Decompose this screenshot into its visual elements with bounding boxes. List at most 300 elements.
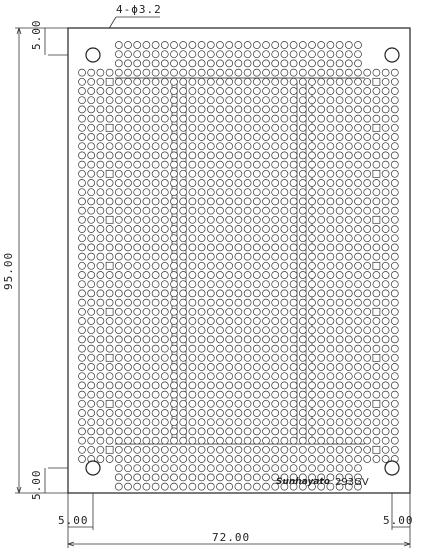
pad	[290, 299, 297, 306]
pad	[226, 244, 233, 251]
pad	[143, 446, 150, 453]
pad	[88, 327, 95, 334]
pad	[152, 308, 159, 315]
pad	[115, 226, 122, 233]
pad	[207, 290, 214, 297]
pad	[309, 170, 316, 177]
pad	[134, 97, 141, 104]
pad	[281, 318, 288, 325]
pad	[253, 437, 260, 444]
pad	[189, 235, 196, 242]
pad	[391, 207, 398, 214]
pad	[217, 97, 224, 104]
pad	[88, 290, 95, 297]
pad	[309, 400, 316, 407]
pad	[355, 106, 362, 113]
pad	[318, 262, 325, 269]
pad	[309, 382, 316, 389]
pad	[189, 189, 196, 196]
pad	[299, 364, 306, 371]
pad	[125, 124, 132, 131]
pad	[217, 170, 224, 177]
pad	[345, 272, 352, 279]
pad	[290, 336, 297, 343]
pad	[180, 308, 187, 315]
pad	[244, 428, 251, 435]
pad	[143, 474, 150, 481]
pad	[235, 299, 242, 306]
pad	[309, 336, 316, 343]
pad	[152, 69, 159, 76]
pad	[253, 198, 260, 205]
pad	[134, 152, 141, 159]
pad	[345, 152, 352, 159]
pad	[171, 42, 178, 49]
pad	[382, 253, 389, 260]
pad	[79, 170, 86, 177]
pad	[244, 262, 251, 269]
pad	[244, 410, 251, 417]
pad	[345, 161, 352, 168]
pad	[299, 42, 306, 49]
pad	[106, 290, 113, 297]
pad	[391, 216, 398, 223]
pad	[226, 391, 233, 398]
pad	[382, 382, 389, 389]
pad	[272, 253, 279, 260]
pad	[318, 42, 325, 49]
pad	[217, 308, 224, 315]
pad	[171, 262, 178, 269]
pad	[355, 308, 362, 315]
pad	[309, 345, 316, 352]
pad	[309, 299, 316, 306]
pad	[281, 115, 288, 122]
pad	[327, 106, 334, 113]
pad	[88, 253, 95, 260]
pad	[134, 244, 141, 251]
pad	[244, 170, 251, 177]
pad	[299, 446, 306, 453]
pad	[327, 216, 334, 223]
pad	[318, 419, 325, 426]
pad	[244, 474, 251, 481]
pad	[355, 299, 362, 306]
pad	[336, 400, 343, 407]
pad	[364, 364, 371, 371]
pad	[207, 299, 214, 306]
pad	[79, 152, 86, 159]
pad	[207, 106, 214, 113]
pad	[382, 354, 389, 361]
pad	[180, 60, 187, 67]
pad	[263, 161, 270, 168]
pad	[88, 364, 95, 371]
pad	[355, 428, 362, 435]
pad	[253, 189, 260, 196]
pad	[189, 152, 196, 159]
pad	[235, 465, 242, 472]
pad	[180, 78, 187, 85]
pad	[217, 152, 224, 159]
pad	[391, 400, 398, 407]
pad	[125, 437, 132, 444]
pad	[226, 134, 233, 141]
pad	[373, 373, 380, 380]
pad	[171, 364, 178, 371]
pad	[143, 345, 150, 352]
pad	[226, 124, 233, 131]
pad	[79, 253, 86, 260]
pad	[345, 60, 352, 67]
pad	[244, 226, 251, 233]
pad	[327, 382, 334, 389]
pad	[345, 437, 352, 444]
pad	[97, 446, 104, 453]
pad	[161, 198, 168, 205]
pad	[309, 456, 316, 463]
pad	[115, 474, 122, 481]
pad	[299, 78, 306, 85]
pad	[355, 143, 362, 150]
pad	[355, 88, 362, 95]
pad	[171, 244, 178, 251]
pad	[272, 428, 279, 435]
pad	[125, 51, 132, 58]
pad	[106, 456, 113, 463]
pad	[207, 60, 214, 67]
pad	[79, 115, 86, 122]
pad	[327, 207, 334, 214]
pad	[115, 189, 122, 196]
pad	[336, 336, 343, 343]
pad	[272, 244, 279, 251]
pad	[253, 382, 260, 389]
pad	[226, 88, 233, 95]
pad	[318, 465, 325, 472]
pad	[391, 318, 398, 325]
pad	[189, 60, 196, 67]
pad	[272, 272, 279, 279]
pad	[272, 88, 279, 95]
pad	[79, 400, 86, 407]
pad	[355, 318, 362, 325]
pad	[253, 281, 260, 288]
pad	[97, 373, 104, 380]
pad	[217, 373, 224, 380]
pad	[318, 281, 325, 288]
pad	[79, 345, 86, 352]
pad	[281, 382, 288, 389]
pad	[171, 60, 178, 67]
pad	[281, 419, 288, 426]
pad	[161, 327, 168, 334]
pad	[263, 97, 270, 104]
pad	[115, 483, 122, 490]
pad	[207, 143, 214, 150]
pad	[115, 345, 122, 352]
pad	[207, 97, 214, 104]
pad	[244, 180, 251, 187]
pad	[171, 345, 178, 352]
pad	[217, 244, 224, 251]
pad	[189, 106, 196, 113]
pad	[299, 124, 306, 131]
pad	[355, 161, 362, 168]
square-pad	[106, 170, 113, 177]
pad	[299, 143, 306, 150]
pad	[143, 428, 150, 435]
pad	[309, 78, 316, 85]
pad	[115, 364, 122, 371]
pad	[253, 262, 260, 269]
pad	[309, 281, 316, 288]
pad	[253, 446, 260, 453]
pad	[88, 318, 95, 325]
pad	[189, 170, 196, 177]
pad	[336, 161, 343, 168]
pad	[152, 382, 159, 389]
pad	[152, 235, 159, 242]
pad	[263, 373, 270, 380]
pad	[189, 281, 196, 288]
pad	[143, 51, 150, 58]
pad	[263, 78, 270, 85]
pad	[198, 78, 205, 85]
pad	[207, 161, 214, 168]
pad	[336, 446, 343, 453]
pad	[115, 410, 122, 417]
pad	[299, 400, 306, 407]
pad	[373, 456, 380, 463]
pad	[345, 115, 352, 122]
pad	[198, 161, 205, 168]
pad	[152, 78, 159, 85]
pad	[152, 124, 159, 131]
pad	[171, 299, 178, 306]
pad	[180, 281, 187, 288]
pad	[125, 60, 132, 67]
pad	[97, 69, 104, 76]
pad	[318, 391, 325, 398]
pad	[125, 235, 132, 242]
pad	[391, 235, 398, 242]
brand-label: Sunhayato	[276, 477, 330, 487]
pad	[290, 235, 297, 242]
pad	[355, 207, 362, 214]
pad	[106, 180, 113, 187]
pad	[180, 336, 187, 343]
pad	[125, 327, 132, 334]
pad	[253, 253, 260, 260]
pad	[97, 382, 104, 389]
pad	[88, 189, 95, 196]
pad	[198, 428, 205, 435]
pad	[143, 88, 150, 95]
pad	[97, 336, 104, 343]
pad	[253, 88, 260, 95]
pad	[382, 373, 389, 380]
pad	[391, 143, 398, 150]
pad	[198, 124, 205, 131]
pad	[336, 308, 343, 315]
pad	[299, 216, 306, 223]
pad	[143, 318, 150, 325]
pad	[226, 152, 233, 159]
pad	[336, 170, 343, 177]
pad	[180, 97, 187, 104]
pad	[382, 152, 389, 159]
pad	[180, 419, 187, 426]
pad	[226, 216, 233, 223]
pad	[106, 198, 113, 205]
pad	[152, 180, 159, 187]
pad	[207, 134, 214, 141]
pad	[143, 281, 150, 288]
pad	[217, 143, 224, 150]
pad	[345, 88, 352, 95]
pad	[290, 428, 297, 435]
pad	[355, 290, 362, 297]
pad	[309, 226, 316, 233]
pad	[207, 327, 214, 334]
pad	[198, 134, 205, 141]
pad	[281, 327, 288, 334]
square-pad	[373, 354, 380, 361]
pad	[336, 410, 343, 417]
pad	[327, 97, 334, 104]
pad	[207, 373, 214, 380]
pad	[253, 69, 260, 76]
pad	[318, 428, 325, 435]
pad	[106, 318, 113, 325]
pad	[336, 143, 343, 150]
pad	[345, 299, 352, 306]
pad	[134, 69, 141, 76]
pad	[391, 124, 398, 131]
pad	[235, 170, 242, 177]
pad	[336, 42, 343, 49]
pad	[253, 124, 260, 131]
pad	[382, 272, 389, 279]
pad	[345, 78, 352, 85]
pad	[125, 226, 132, 233]
pad	[106, 272, 113, 279]
pad	[281, 226, 288, 233]
pad	[161, 124, 168, 131]
pad	[180, 134, 187, 141]
pad	[290, 134, 297, 141]
pad	[299, 281, 306, 288]
pad	[171, 226, 178, 233]
pad	[253, 318, 260, 325]
pad	[189, 428, 196, 435]
pad	[290, 262, 297, 269]
pad	[226, 262, 233, 269]
pad	[161, 318, 168, 325]
pad	[364, 198, 371, 205]
pad	[143, 161, 150, 168]
pad	[134, 143, 141, 150]
pad	[235, 88, 242, 95]
pad	[152, 327, 159, 334]
pad	[143, 262, 150, 269]
pad	[318, 235, 325, 242]
pad	[290, 318, 297, 325]
pad	[373, 226, 380, 233]
pad	[171, 152, 178, 159]
pad	[152, 437, 159, 444]
pad	[253, 143, 260, 150]
pad	[244, 88, 251, 95]
pad	[161, 272, 168, 279]
pad	[207, 465, 214, 472]
pad	[217, 290, 224, 297]
pad	[391, 272, 398, 279]
pad	[143, 216, 150, 223]
pad	[281, 161, 288, 168]
pad	[79, 327, 86, 334]
pad	[161, 69, 168, 76]
pad	[364, 161, 371, 168]
pad	[198, 290, 205, 297]
pad	[391, 308, 398, 315]
pad	[327, 115, 334, 122]
pad	[207, 124, 214, 131]
pad	[235, 345, 242, 352]
pad	[134, 345, 141, 352]
pad	[281, 281, 288, 288]
pad	[364, 308, 371, 315]
pad	[290, 253, 297, 260]
pad	[253, 244, 260, 251]
pad	[161, 226, 168, 233]
pad	[217, 410, 224, 417]
pad	[88, 428, 95, 435]
pad	[79, 244, 86, 251]
pad	[134, 253, 141, 260]
pad	[79, 180, 86, 187]
pad	[272, 198, 279, 205]
pad	[327, 391, 334, 398]
pad	[134, 382, 141, 389]
pad	[309, 244, 316, 251]
pad	[88, 308, 95, 315]
pad	[327, 318, 334, 325]
pad	[327, 364, 334, 371]
pad	[106, 88, 113, 95]
pad	[226, 400, 233, 407]
pad	[198, 115, 205, 122]
pad	[134, 483, 141, 490]
pad	[290, 69, 297, 76]
pad	[235, 308, 242, 315]
pad	[143, 299, 150, 306]
pad	[253, 152, 260, 159]
pad	[134, 198, 141, 205]
pad	[364, 272, 371, 279]
pad	[189, 198, 196, 205]
pad	[189, 299, 196, 306]
pad	[79, 290, 86, 297]
pad	[134, 281, 141, 288]
pad	[217, 354, 224, 361]
pad	[355, 152, 362, 159]
pad	[382, 78, 389, 85]
pad	[391, 134, 398, 141]
pad	[226, 60, 233, 67]
pad	[345, 290, 352, 297]
